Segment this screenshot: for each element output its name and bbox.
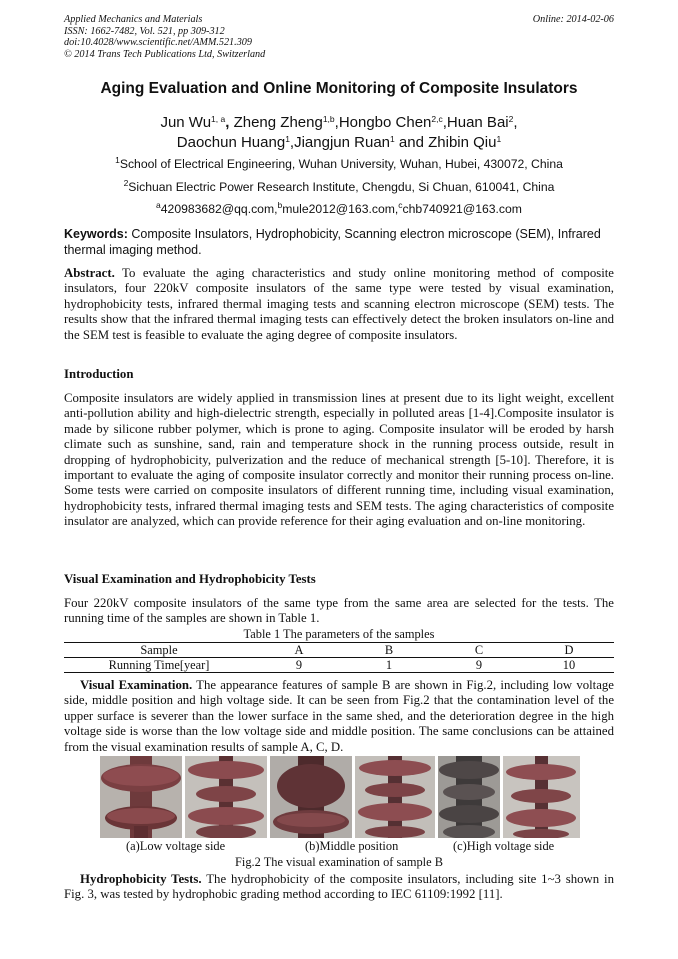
keywords-label: Keywords: [64, 227, 128, 241]
affiliation-1 [0, 157, 678, 171]
author-name: Jun Wu [160, 114, 212, 131]
affiliation-text: Sichuan Electric Power Research Institute, Chengdu, Si Chuan, 610041, China [128, 180, 555, 194]
table-cell: 1 [344, 658, 434, 673]
author-sep: , [513, 114, 518, 131]
insulator-photo-c2 [503, 756, 580, 838]
insulator-photo-a2 [185, 756, 267, 838]
figure-2a-caption: (a)Low voltage side [126, 839, 226, 853]
table-header-cell: D [524, 643, 614, 658]
journal-doi: doi:10.4028/www.scientific.net/AMM.521.309 [64, 37, 252, 49]
table-cell: 9 [254, 658, 344, 673]
affiliation-sup: 2 [123, 178, 129, 188]
keywords-text: Composite Insulators, Hydrophobicity, Scanning electron microscope (SEM), Infrared thermal imaging method. [64, 227, 601, 257]
author-sup: 2 [508, 114, 514, 124]
author-sup: 1 [285, 134, 290, 144]
table-header-cell: A [254, 643, 344, 658]
author-sep: , [442, 114, 447, 131]
figure-2b-caption: (b)Middle position [305, 839, 399, 853]
introduction-paragraph: Composite insulators are widely applied in transmission lines at present due to its light weight, excellent anti-pollution ability and high-dielectric strength, especially in polluted areas [1-4].Composite insulator is made by silicone rubber polymer, which is prone to aging. Composite insulator will be eroded by harsh climate such as sunshine, sand, rain and temperature shock in the running process outside, result in dropping of hydrophobicity, pulverization and the reduce of mechanical strength [5-10]. Therefore, it is important to evaluate the aging of composite insulator correctly and monitor their running process on-line. Some tests were carried on composite insulators of different running time, including visual examination, hydrophobicity tests, infrared thermal imaging tests and SEM tests. The aging characteristics of composite insulator are analyzed, which can provide reference for their aging evaluation and on-line monitoring. [64, 391, 614, 529]
email-link[interactable]: 420983682@qq.com, [160, 202, 278, 216]
author-name: Zhibin Qiu [428, 134, 497, 151]
table-cell: 9 [434, 658, 524, 673]
figure-2 [100, 756, 580, 838]
author-name: Jiangjun Ruan [294, 134, 390, 151]
email-link[interactable]: chb740921@163.com [402, 202, 522, 216]
author-sup: 1 [496, 134, 502, 144]
journal-header [64, 14, 265, 60]
email-sup: c [398, 200, 403, 210]
hydrophobicity-paragraph [64, 872, 614, 903]
visual-exam-text: The appearance features of sample B are shown in Fig.2, including low voltage side, middle position and high voltage side. It can be seen from Fig.2 that the contamination level of the upper surface is severer than the lower surface in the same shed, and the deterioration degree in the high voltage side is worse than the low voltage side and middle position. The same conclusions can be attained from the visual examination results of sample A, C, D. [64, 678, 614, 754]
section-intro-paragraph: Four 220kV composite insulators of the same type from the same area are selected for the tests. The running time of the samples are shown in Table 1. [64, 596, 614, 626]
keywords [64, 227, 614, 258]
table-caption: Table 1 The parameters of the samples [243, 627, 435, 641]
author-sep: , [334, 114, 339, 131]
table-cell: Running Time[year] [64, 658, 254, 673]
journal-copyright: © 2014 Trans Tech Publications Ltd, Switzerland [64, 48, 266, 60]
section-heading-visual: Visual Examination and Hydrophobicity Tests [64, 572, 316, 586]
insulator-photo-b2 [355, 756, 435, 838]
author-sep: , [225, 114, 234, 131]
insulator-photo-a1 [100, 756, 182, 838]
affiliation-2 [0, 180, 678, 194]
insulator-photo-c1 [438, 756, 500, 838]
journal-name: Applied Mechanics and Materials [64, 14, 203, 25]
hydrophobicity-label: Hydrophobicity Tests. [80, 872, 202, 886]
email-line [0, 202, 678, 216]
email-sup: b [277, 200, 283, 210]
visual-exam-label: Visual Examination. [80, 678, 193, 692]
author-line-2 [0, 133, 678, 153]
table-cell: 10 [524, 658, 614, 673]
table-header-cell: B [344, 643, 434, 658]
affiliation-sup: 1 [115, 155, 120, 165]
email-link[interactable]: mule2012@163.com, [282, 202, 399, 216]
author-name: Zheng Zheng [233, 114, 323, 131]
figure-2-caption: Fig.2 The visual examination of sample B [235, 855, 443, 869]
table-header-row [64, 643, 614, 658]
insulator-photo-b1 [270, 756, 352, 838]
author-line-1 [0, 113, 678, 133]
hydrophobicity-text: The hydrophobicity of the composite insulators, including site 1~3 shown in Fig. 3, was tested by hydrophobic grading method according to IEC 61109:1992 [11]. [64, 872, 614, 902]
author-name: Huan Bai [446, 114, 509, 131]
figure-2c-caption: (c)High voltage side [453, 839, 555, 853]
parameters-table [64, 642, 614, 673]
author-name: Daochun Huang [176, 134, 286, 151]
author-sep: and [394, 134, 429, 151]
table-row [64, 658, 614, 673]
abstract [64, 266, 614, 343]
author-sup: 1,b [322, 114, 335, 124]
table-header-cell: C [434, 643, 524, 658]
affiliation-text: School of Electrical Engineering, Wuhan University, Wuhan, Hubei, 430072, China [119, 157, 563, 171]
visual-exam-paragraph [64, 678, 614, 755]
author-sup: 1 [390, 134, 395, 144]
author-sup: 1, a [211, 114, 226, 124]
abstract-text: To evaluate the aging characteristics and study online monitoring method of composite insulators, four 220kV composite insulators of the same type were tested by visual examination, hydrophobicity tests, infrared thermal imaging tests and scanning electron microscope (SEM) tests. The results show that the infrared thermal imaging tests can effectively detect the broken insulators on-line and the SEM test is feasible to evaluate the aging degree of composite insulators. [64, 266, 614, 342]
section-heading-introduction: Introduction [64, 367, 134, 381]
author-sup: 2,c [431, 114, 443, 124]
paper-title: Aging Evaluation and Online Monitoring of Composite Insulators [100, 80, 578, 97]
author-list [0, 113, 678, 153]
online-date: Online: 2014-02-06 [532, 14, 614, 25]
journal-issn: ISSN: 1662-7482, Vol. 521, pp 309-312 [64, 25, 225, 37]
author-sep: , [289, 134, 295, 151]
abstract-label: Abstract. [64, 266, 115, 280]
email-sup: a [156, 200, 161, 210]
author-name: Hongbo Chen [338, 114, 432, 131]
table-header-cell: Sample [64, 643, 254, 658]
